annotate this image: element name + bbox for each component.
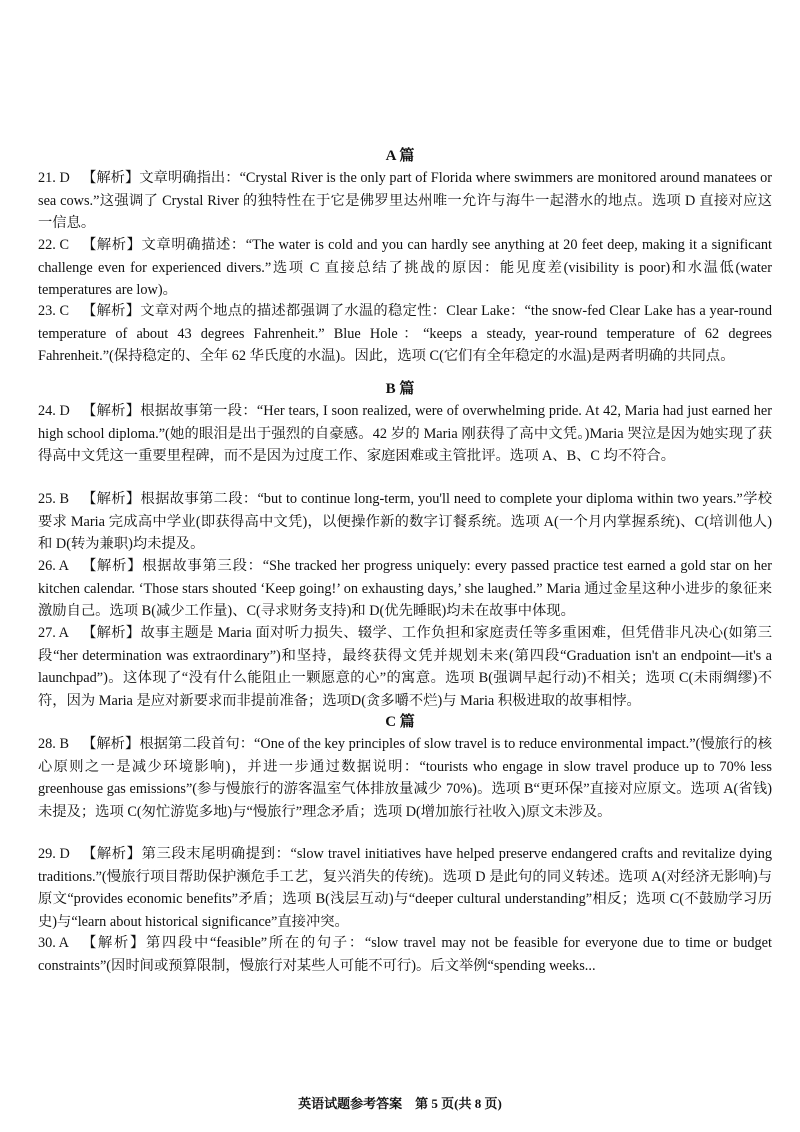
answer-explanation: 【解析】第三段末尾明确提到：“slow travel initiatives have helped preserve endangered crafts and revitalize dying traditions.”(慢旅行项目帮助保护濒危手工艺，复兴消失的传统)。选项 D 是此句的同义转述。选项 A(对经济无影响)与原文“provides economic benefits”矛盾；选项 B(浅层互动)与“deeper cultural understanding”相反；选项 C(不鼓励学习历史)与“learn about historical significance”直接冲突。 [38, 846, 772, 930]
answer-explanation: 【解析】根据第二段首句：“One of the key principles of slow travel is to reduce environmental impact.”(慢旅行的核心原则之一是减少环境影响)，并进一步通过数据说明：“tourists who engage in slow travel produce up to 70% less greenhouse gas emissions”(参与慢旅行的游客温室气体排放量减少 70%)。选项 B“更环保”直接对应原文。选项 A(省钱)未提及；选项 C(匆忙游览多地)与“慢旅行”理念矛盾；选项 D(增加旅行社收入)原文未涉及。 [38, 736, 772, 820]
question-number: 24. D [38, 403, 70, 419]
answer-explanation: 【解析】文章明确指出：“Crystal River is the only part of Florida where swimmers are monitored around manatees or sea cows.”这强调了 Crystal River 的独特性在于它是佛罗里达州唯一允许与海牛一起潜水的地点。选项 D 直接对应这一信息。 [38, 170, 772, 232]
question-number: 25. B [38, 491, 69, 507]
question-number: 29. D [38, 846, 70, 862]
answer-item-27 [38, 622, 772, 712]
question-number: 30. A [38, 935, 69, 951]
answer-explanation: 【解析】文章对两个地点的描述都强调了水温的稳定性：Clear Lake：“the snow-fed Clear Lake has a year-round temperature of about 43 degrees Fahrenheit.” Blue Hole：“keeps a steady, year-round temperature of 62 degrees Fahrenheit.”(保持稳定的、全年 62 华氏度的水温)。因此，选项 C(它们有全年稳定的水温)是两者明确的共同点。 [38, 303, 772, 365]
question-number: 26. A [38, 558, 69, 574]
question-number: 21. D [38, 170, 70, 186]
question-number: 27. A [38, 625, 69, 641]
answer-item-23 [38, 300, 772, 368]
answer-item-25 [38, 488, 772, 556]
answer-explanation: 【解析】第四段中“feasible”所在的句子：“slow travel may not be feasible for everyone due to time or budget constraints”(因时间或预算限制，慢旅行对某些人可能不可行)。后文举例“spending weeks... [38, 935, 772, 974]
question-number: 28. B [38, 736, 69, 752]
section-heading-c: C 篇 [385, 714, 415, 730]
page-footer: 英语试题参考答案 第 5 页(共 8 页) [298, 1096, 502, 1111]
answer-explanation: 【解析】文章明确描述：“The water is cold and you can hardly see anything at 20 feet deep, making it a significant challenge even for experienced divers.”选项 C 直接总结了挑战的原因：能见度差(visibility is poor)和水温低(water temperatures are low)。 [38, 237, 772, 299]
answer-item-21 [38, 167, 772, 235]
answer-explanation: 【解析】根据故事第一段：“Her tears, I soon realized, were of overwhelming pride. At 42, Maria had just earned her high school diploma.”(她的眼泪是出于强烈的自豪感。42 岁的 Maria 刚获得了高中文凭。)Maria 哭泣是因为她实现了获得高中文凭这一重要里程碑，而不是因为过度工作、家庭困难或主管批评。选项 A、B、C 均不符合。 [38, 403, 772, 465]
answer-item-22 [38, 234, 772, 302]
answer-item-30 [38, 932, 772, 977]
answer-explanation: 【解析】根据故事第二段：“but to continue long-term, you'll need to complete your diploma within two years.”学校要求 Maria 完成高中学业(即获得高中文凭)，以便操作新的数字订餐系统。选项 A(一个月内掌握系统)、C(培训他人)和 D(转为兼职)均未提及。 [38, 491, 772, 553]
section-heading-b: B 篇 [385, 381, 415, 397]
section-heading-a: A 篇 [385, 148, 415, 164]
question-number: 22. C [38, 237, 69, 253]
answer-item-24 [38, 400, 772, 468]
answer-item-29 [38, 843, 772, 933]
answer-explanation: 【解析】根据故事第三段：“She tracked her progress uniquely: every passed practice test earned a gold star on her kitchen calendar. ‘Those stars shouted ‘Keep going!’ on exhausting days,’ she laughed.” Maria 通过金星这种小进步的象征来激励自己。选项 B(减少工作量)、C(寻求财务支持)和 D(优先睡眠)均未在故事中体现。 [38, 558, 772, 620]
answer-explanation: 【解析】故事主题是 Maria 面对听力损失、辍学、工作负担和家庭责任等多重困难，但凭借非凡决心(如第三段“her determination was extraordinary”)和坚持，最终获得文凭并规划未来(第四段“Graduation isn't an endpoint—it's a launchpad”)。这体现了“没有什么能阻止一颗愿意的心”的寓意。选项 B(强调早起行动)不相关；选项 C(未雨绸缪)不符，因为 Maria 是应对新要求而非提前准备；选项D(贪多嚼不烂)与 Maria 积极进取的故事相悖。 [38, 625, 772, 709]
answer-item-26 [38, 555, 772, 623]
question-number: 23. C [38, 303, 69, 319]
answer-item-28 [38, 733, 772, 823]
